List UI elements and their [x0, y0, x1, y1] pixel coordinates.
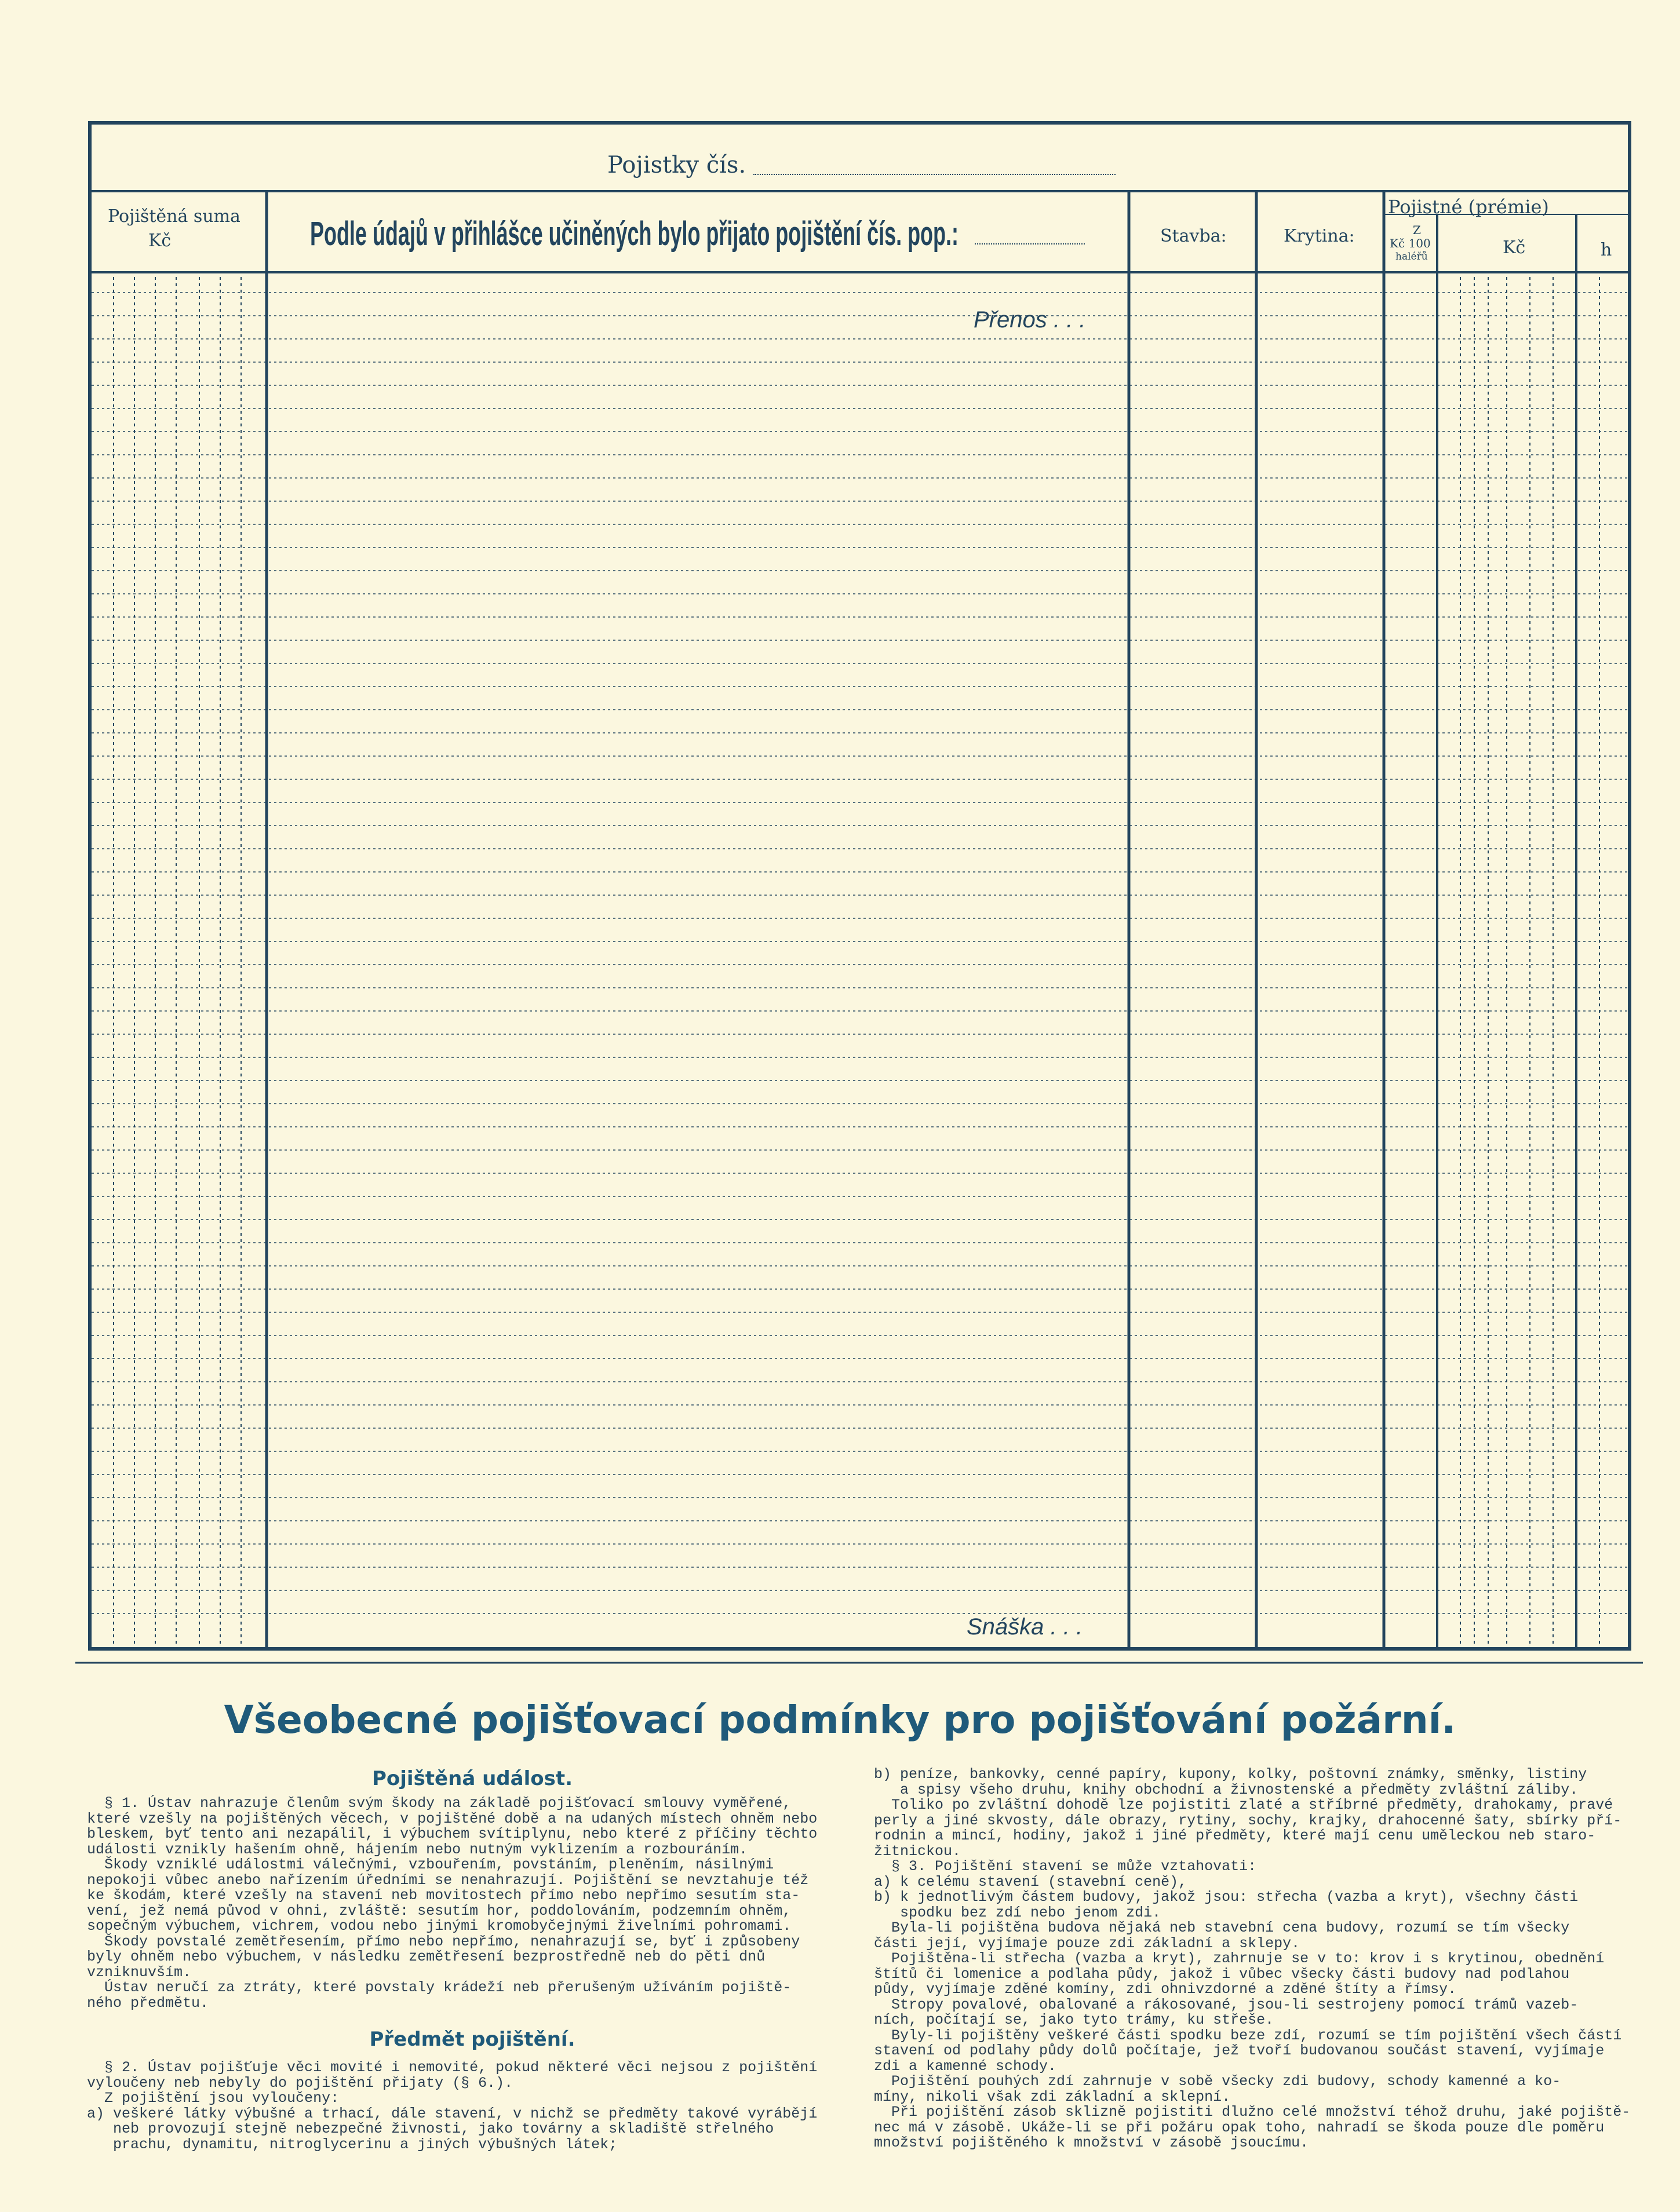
premium-label: Pojistné (prémie)	[1388, 196, 1549, 218]
rate-label-z: Z	[1413, 223, 1421, 237]
insured-sum-label: Pojištěná suma	[108, 206, 240, 227]
insured-sum-currency: Kč	[148, 231, 172, 251]
premium-h-label: h	[1601, 240, 1612, 260]
insurance-statement: Podle údajů v přihlášce učiněných bylo přijato pojištění čís. pop.:	[310, 215, 959, 253]
roofing-label: Krytina:	[1284, 226, 1355, 246]
premium-kc-label: Kč	[1503, 238, 1526, 258]
house-number-field[interactable]	[975, 243, 1085, 244]
conditions-title: Všeobecné pojišťovací podmínky pro pojišťování požární.	[224, 1698, 1456, 1742]
rate-label-halers: haléřů	[1395, 251, 1428, 262]
conditions-left-column-1: § 1. Ústav nahrazuje členům svým škody na základě pojišťovací smlouvy vyměřené, které vzešly na pojištěných věcech, v pojištěné době a na udaných místech ohněm nebo bleskem, byť tento ani nezapálil, i výbuchem svítiplynu, nebo které z příčiny těchto události vznikly hašením ohně, hájením nebo nutným vyklizením a rozbouráním. Škody vzniklé událostmi válečnými, vzbouřením, povstáním, pleněním, násilnými nepokoji vůbec anebo nařízením úředními se nenahrazují. Pojištění se nevztahuje též ke škodám, které vzešly na stavení neb movitostech přímo nebo nepřímo sesutím sta- vení, jež nemá původ v ohni, zvláště: sesutím hor, poddolováním, podzemním ohněm, sopečným výbuchem, vichrem, vodou nebo jinými kromobyčejnými živelními pohromami. Škody povstalé zemětřesením, přímo nebo nepřímo, nenahrazují se, byť i způsobeny byly ohněm nebo výbuchem, v následku zemětřesení bezprostředně neb do pěti dnů vzniknuvším. Ústav neručí za ztráty, které povstaly krádeží neb přerušeným užíváním pojiště- ného předmětu.	[87, 1795, 818, 2012]
policy-number-field[interactable]	[753, 174, 1116, 175]
policy-number-label: Pojistky čís.	[607, 152, 746, 178]
carry-total-label: Snáška . . .	[967, 1614, 1083, 1640]
rate-label-kc: Kč 100	[1390, 236, 1431, 250]
carry-forward-label: Přenos . . .	[974, 307, 1086, 333]
conditions-left-column-2: § 2. Ústav pojišťuje věci movité i nemovité, pokud některé věci nejsou z pojištění vyloučeny neb nebyly do pojištění přijaty (§ 6.). Z pojištění jsou vyloučeny: a) veškeré látky výbušné a trhací, dále stavení, v nichž se předměty takové vyrábějí neb provozují stejně nebezpečné živnosti, jako továrny a skladiště střelného prachu, dynamitu, nitroglycerinu a jiných výbušných látek;	[87, 2059, 818, 2153]
section-heading-insured-event: Pojištěná událost.	[371, 1767, 573, 1790]
section-heading-insured-subject: Předmět pojištění.	[369, 2028, 575, 2051]
conditions-right-column: b) peníze, bankovky, cenné papíry, kupony, kolky, poštovní známky, směnky, listiny a spisy všeho druhu, knihy obchodní a živnostenské a předměty zvláštní záliby. Toliko po zvláštní dohodě lze pojistiti zlaté a stříbrné předměty, drahokamy, pravé perly a jiné skvosty, dále obrazy, rytiny, sochy, krajky, drahocenné šaty, sbírky pří- rodnin a mincí, hodiny, jakož i jiné předměty, které mají cenu uměleckou neb staro- žitnickou. § 3. Pojištění stavení se může vztahovati: a) k celému stavení (stavební ceně), b) k jednotlivým částem budovy, jakož jsou: střecha (vazba a kryt), všechny části spodku bez zdí nebo jenom zdi. Byla-li pojištěna budova nějaká neb stavební cena budovy, rozumí se tím všecky části její, vyjímaje pouze zdi základní a sklepy. Pojištěna-li střecha (vazba a kryt), zahrnuje se v to: krov i s krytinou, obednění štítů či lomenice a podlaha půdy, jakož i vůbec všecky části budovy nad podlahou půdy, vyjímaje zděné komíny, zdi ohnivzdorné a zděné štíty a římsy. Stropy povalové, obalované a rákosované, jsou-li sestrojeny pomocí trámů vazeb- ních, počítají se, jako tyto trámy, ku střeše. Byly-li pojištěny veškeré části spodku beze zdí, rozumí se tím pojištění všech částí stavení od podlahy půdy dolů počítaje, jež tvoří budovanou součást stavení, vyjímaje zdi a kamenné schody. Pojištění pouhých zdí zahrnuje v sobě všecky zdi budovy, schody kamenné a ko- míny, nikoli však zdi základní a sklepní. Při pojištění zásob sklizně pojistiti dlužno celé množství téhož druhu, jaké pojiště- nec má v zásobě. Ukáže-li se při požáru opak toho, nahradí se škoda pouze dle poměru množství pojištěného k množství v zásobě jsoucímu.	[874, 1766, 1631, 2151]
construction-label: Stavba:	[1160, 226, 1227, 246]
